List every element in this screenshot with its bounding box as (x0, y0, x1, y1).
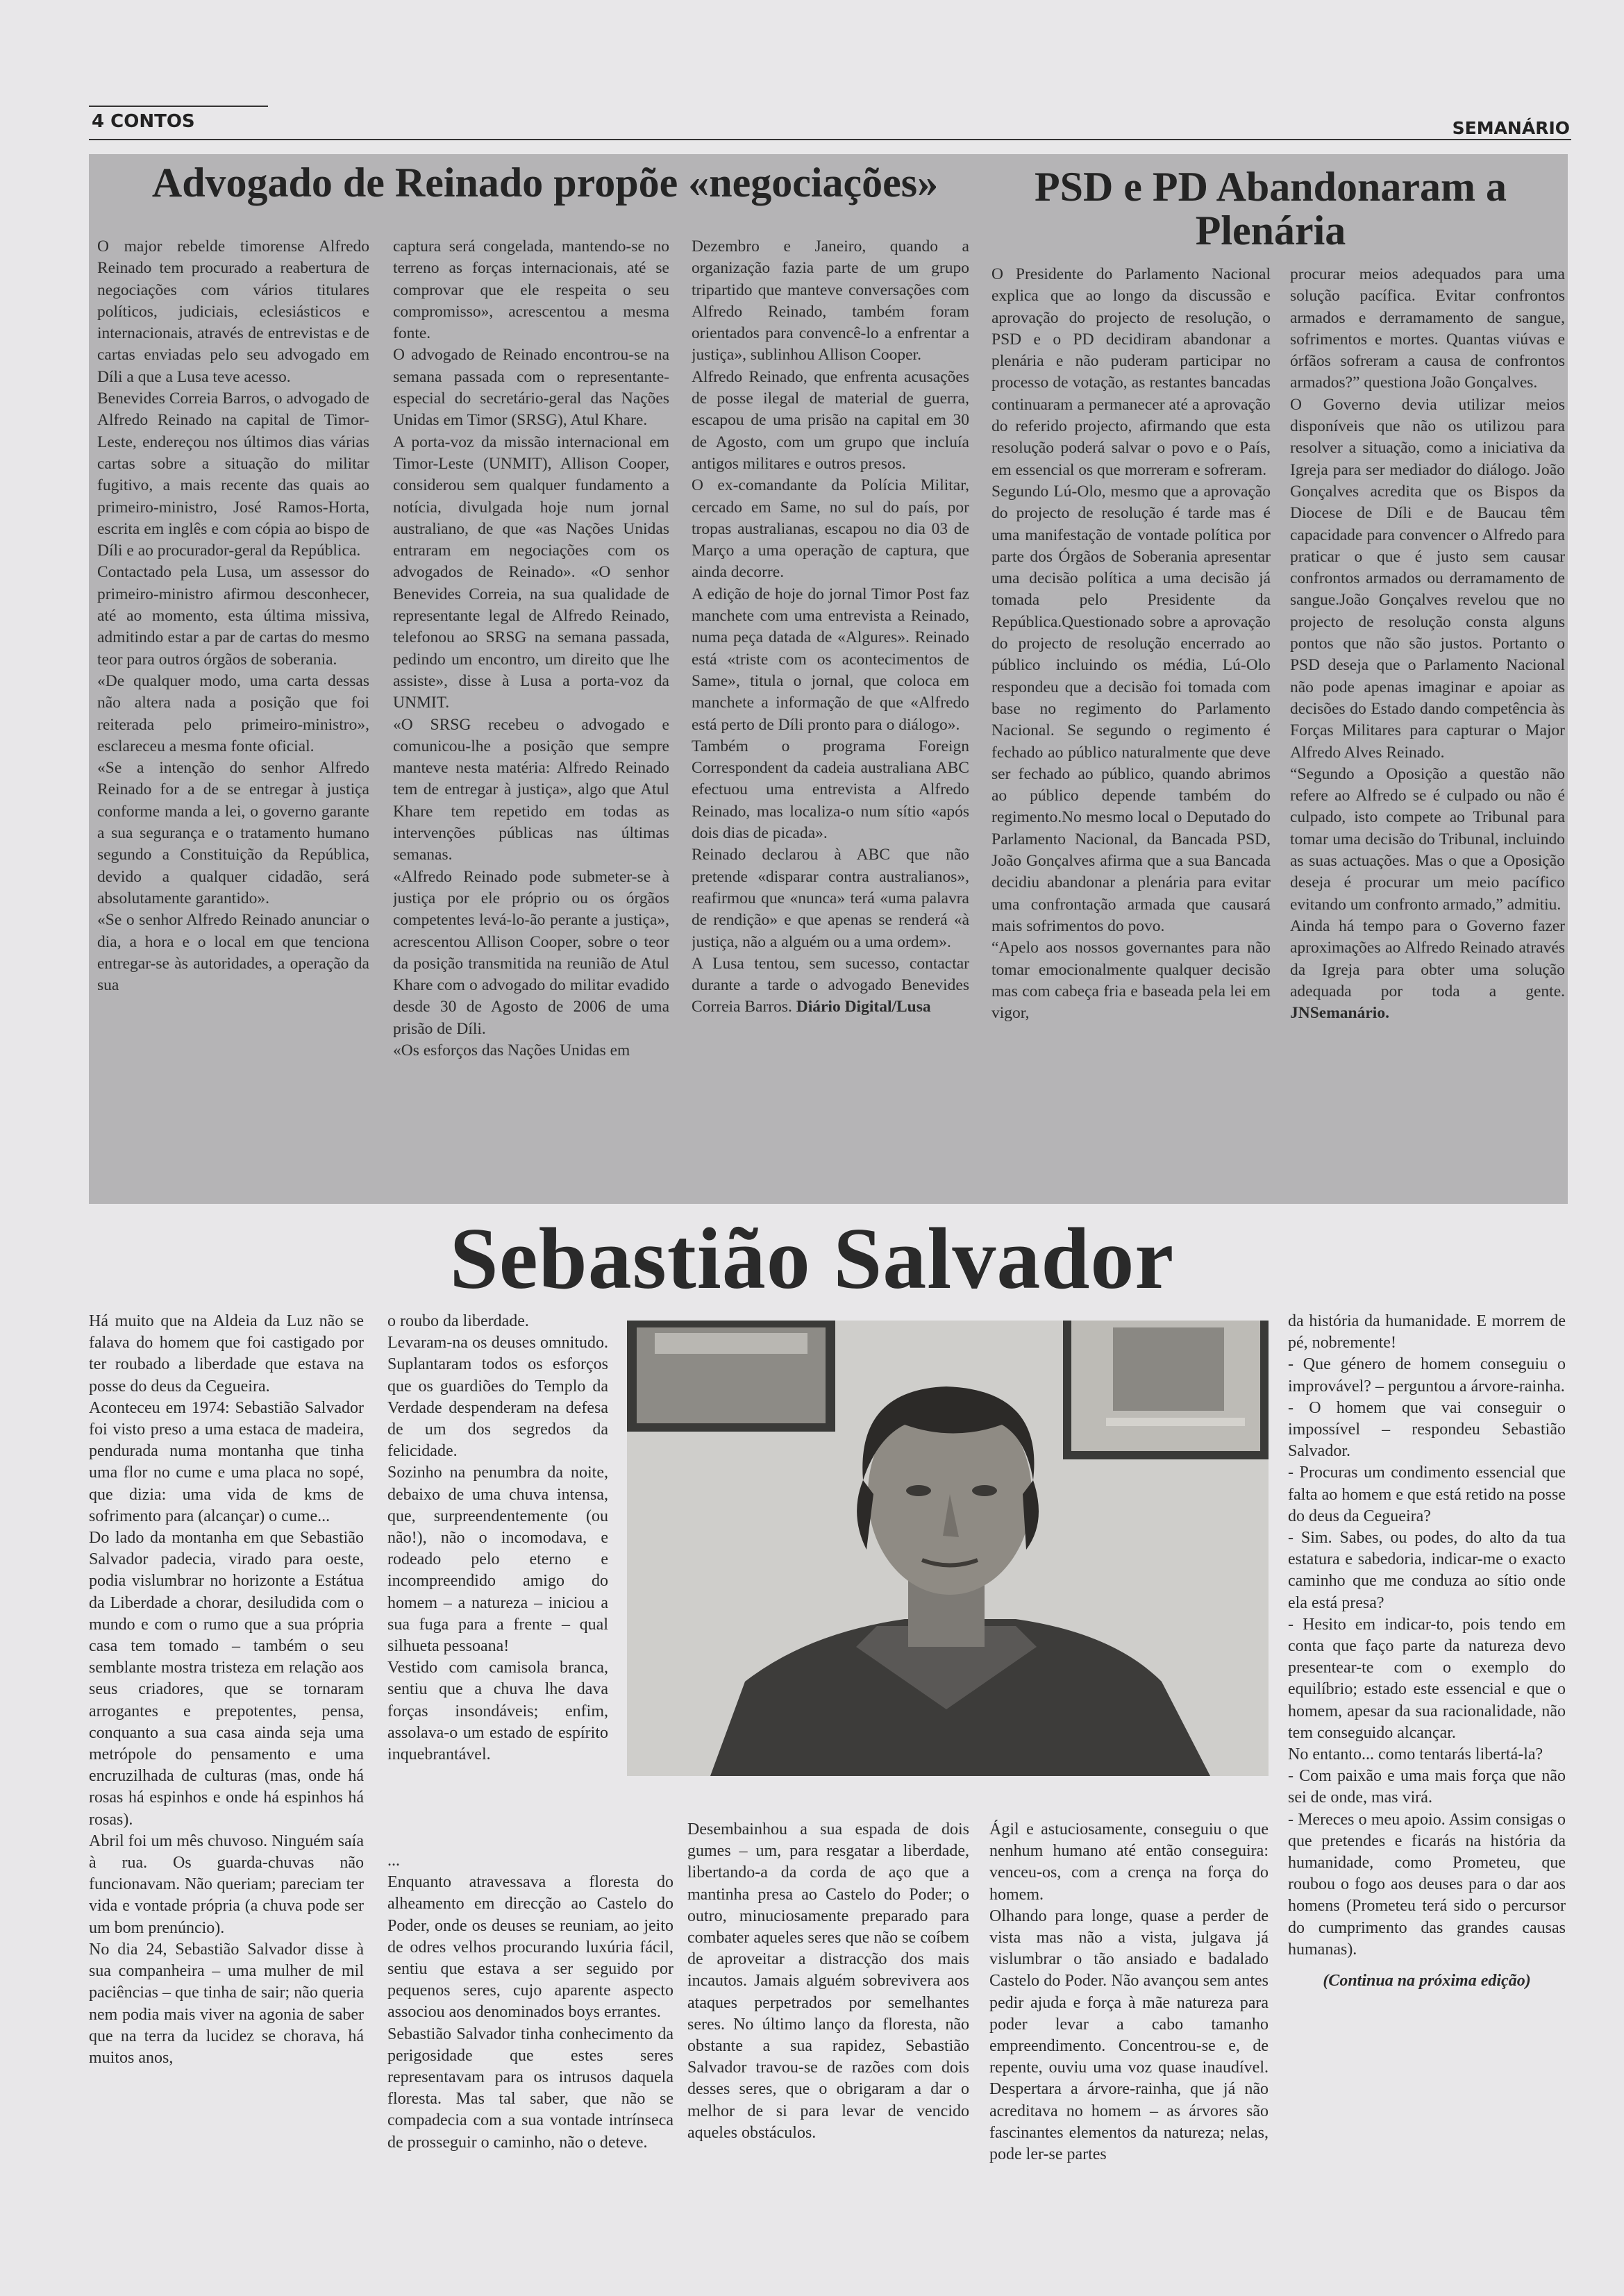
paragraph: A edição de hoje do jornal Timor Post faz manchete com uma entrevista a Reinado, numa peça datada de «Algures». Reinado está «triste com os acontecimentos de Same», titula o jornal, que coloca em manchete a informação de que «Alfredo está perto de Díli pronto para o diálogo». (692, 585, 969, 734)
paragraph: No entanto... como tentarás libertá-la? (1288, 1745, 1543, 1764)
story1-column-1 (97, 236, 369, 1194)
paragraph: da história da humanidade. E morrem de pé, nobremente! (1288, 1312, 1566, 1352)
paragraph: A porta-voz da missão internacional em Timor-Leste (UNMIT), Allison Cooper, considerou sem qualquer fundamento a notícia, divulgada hoje num jornal australiano, de que «as Nações Unidas entraram em negociações com os advogados de Reinado». «O senhor Benevides Correia, na sua qualidade de representante legal de Alfredo Reinado, telefonou ao SRSG na semana passada, pedindo um encontro, um direito que lhe assiste», disse à Lusa a porta-voz da UNMIT. (393, 433, 669, 712)
paragraph: Sebastião Salvador tinha conhecimento da perigosidade que estes seres representavam para os intrusos daquela floresta. Mas tal saber, que não se compadecia com a sua vontade intrínseca de prosseguir o caminho, não o deteve. (387, 2025, 673, 2152)
paragraph: - Mereces o meu apoio. Assim consigas o que pretendes e ficarás na história da humanidade, como Prometeu, que roubou o fogo aos deuses para o dar aos homens (Prometeu terá sido o percursor do cumprimento das grandes causas humanas). (1288, 1810, 1566, 1959)
paragraph-text: A Lusa tentou, sem sucesso, contactar durante a tarde o advogado Benevides Correia Barros. (692, 954, 969, 1016)
paragraph: «Os esforços das Nações Unidas em (393, 1041, 630, 1059)
paragraph: captura será congelada, mantendo-se no terreno as forças internacionais, até se comprovar que ele respeita o seu compromisso», acrescentou a mesma fonte. (393, 237, 669, 343)
paragraph: «Se o senhor Alfredo Reinado anunciar o dia, a hora e o local em que tenciona entregar-se às autoridades, a operação da sua (97, 911, 369, 995)
paragraph: Olhando para longe, quase a perder de vista mas não a vista, julgava já vislumbrar o tão ansiado e badalado Castelo do Poder. Não avançou sem antes pedir ajuda e força à mãe natureza para poder levar a cabo tamanho empreendimento. Concentrou-se e, de repente, ouviu uma voz quase inaudível. Despertara a árvore-rainha, que já não acreditava no homem – as árvores são fascinantes elementos da natureza; nelas, pode ler-se partes (989, 1907, 1269, 2164)
paragraph-text: Ainda há tempo para o Governo fazer aproximações ao Alfredo Reinado através da Igreja para obter uma solução adequada por toda a gente. (1290, 916, 1565, 1000)
story3-column-2 (387, 1311, 608, 1845)
paragraph: “Segundo a Oposição a questão não refere ao Alfredo se é culpado ou não é culpado, isto compete ao Tribunal para tomar uma decisão do Tribunal, incluindo as suas actuações. Mas o que a Oposição deseja é procurar um meio pacífico evitando um confronto armado,” admitiu. (1290, 764, 1565, 914)
continuation-note: (Continua na próxima edição) (1323, 1972, 1531, 1991)
paragraph: “Apelo aos nossos governantes para não tomar emocionalmente qualquer decisão mas com cabeça fria e baseada pela lei em vigor, (991, 939, 1271, 1023)
headline-psd-pd: PSD e PD Abandonaram a Plenária (1034, 164, 1507, 253)
portrait-photo (627, 1321, 1269, 1776)
paragraph: o roubo da liberdade. (387, 1312, 529, 1330)
paragraph: O major rebelde timorense Alfredo Reinado tem procurado a reabertura de negociações com vários titulares políticos, judiciais, eclesiásticos e internacionais, através de entrevistas e de cartas enviadas pelo seu advogado em Díli a que a Lusa teve acesso. (97, 237, 369, 386)
paragraph: Sozinho na penumbra da noite, debaixo de uma chuva intensa, que, surpreendentemente (ou não!), não o incomodava, e rodeado pelo eterno e incompreendido amigo do homem – a natureza – iniciou a sua fuga para a frente – qual silhueta pessoana! (387, 1464, 608, 1656)
paragraph: ... (387, 1852, 400, 1870)
story2-column-1 (991, 264, 1271, 1222)
paragraph: Vestido com camisola branca, sentiu que a chuva lhe dava forças insondáveis; enfim, assolava-o um estado de espírito inquebrantável. (387, 1659, 608, 1764)
story3-column-5 (1288, 1311, 1566, 2220)
paragraph: Ágil e astuciosamente, conseguiu o que nenhum humano até então conseguira: venceu-os, com a crença na força do homem. (989, 1820, 1269, 1904)
header-rule-short (89, 106, 268, 107)
story3-column-4 (989, 1819, 1269, 2222)
paragraph: Também o programa Foreign Correspondent da cadeia australiana ABC efectuou uma entrevista a Alfredo Reinado, mas localiza-o num sítio «após dois dias de picada». (692, 737, 969, 843)
paragraph: Contactado pela Lusa, um assessor do primeiro-ministro afirmou desconhecer, até ao momento, esta última missiva, admitindo estar a par de cartas do mesmo teor para outros órgãos de soberania. (97, 563, 369, 669)
paragraph: No dia 24, Sebastião Salvador disse à sua companheira – uma mulher de mil paciências – que tinha de sair; não queria nem podia mais viver na agonia de saber que na terra da lucidez se chorava, há muitos anos, (89, 1940, 364, 2067)
paragraph (692, 953, 969, 1019)
paragraph: «De qualquer modo, uma carta dessas não altera nada a posição que foi reiterada pelo primeiro-ministro», esclareceu a mesma fonte oficial. (97, 671, 369, 755)
paragraph (1290, 916, 1565, 1024)
story-title: Sebastião Salvador (449, 1211, 1175, 1307)
paragraph: - Sim. Sabes, ou podes, do alto da tua estatura e sabedoria, indicar-me o exacto caminho que me conduza ao sítio onde ela está presa? (1288, 1529, 1566, 1612)
paragraph: «O SRSG recebeu o advogado e comunicou-lhe a posição que sempre manteve nesta matéria: Alfredo Reinado tem de entregar à justiça», algo que Atul Khare tem repetido em todas as intervenções públicas nas últimas semanas. (393, 715, 669, 864)
paragraph: O Presidente do Parlamento Nacional explica que ao longo da discussão e aprovação do projecto de resolução, o PSD e o PD decidiram abandonar a plenária e não puderam participar no processo de votação, as restantes bancadas continuaram a permanecer até a aprovação do referido projecto, afirmando que esta resolução poderá salvar o povo e o País, em essencial os que morreram e sofreram. (991, 265, 1271, 479)
paragraph: «Alfredo Reinado pode submeter-se à justiça por ele próprio ou os órgãos competentes levá-lo-ão perante a justiça», acrescentou Allison Cooper, sobre o teor da posição transmitida na reunião de Atul Khare com o advogado do militar evadido desde 30 de Agosto de 2006 de uma prisão de Díli. (393, 867, 669, 1038)
paragraph: Reinado declarou à ABC que não pretende «disparar contra australianos», reafirmou que «nunca» terá «uma palavra de rendição» e que apenas se renderá «à justiça, não a alguém ou a uma ordem». (692, 846, 969, 951)
paragraph: Desembainhou a sua espada de dois gumes – um, para resgatar a liberdade, libertando-a da corda de aço que a mantinha presa ao Castelo do Poder; o outro, minuciosamente preparado para combater aqueles seres que não se coíbem de aproveitar a distracção dos mais incautos. Jamais alguém sobrevivera aos ataques perpetrados por semelhantes seres. No último lanço da floresta, não obstante a sua rapidez, Sebastião Salvador travou-se de razões com dois desses seres, que o obrigaram a dar o melhor de si para levar de vencido aqueles obstáculos. (687, 1820, 969, 2142)
story3-column-2-continued (387, 1850, 673, 2218)
paragraph: Alfredo Reinado, que enfrenta acusações de posse ilegal de material de guerra, escapou de uma prisão na capital em 30 de Agosto, com um grupo que incluía antigos militares e outros presos. (692, 367, 969, 473)
paragraph: - Que género de homem conseguiu o improvável? – perguntou a árvore-rainha. (1288, 1355, 1566, 1396)
paragraph: Benevides Correia Barros, o advogado de Alfredo Reinado na capital de Timor-Leste, endereçou nos últimos dias várias cartas sobre a situação do militar fugitivo, a mais recente das quais ao primeiro-ministro, José Ramos-Horta, escrita em inglês e com cópia ao bispo de Díli e ao procurador-geral da República. (97, 389, 369, 560)
paragraph: Segundo Lú-Olo, mesmo que a aprovação do projecto de resolução é tarde mas é uma manifestação de vontade política por parte dos Órgãos de Soberania apresentar uma decisão política a uma decisão já tomada pelo Presidente da República.Questionado sobre a aprovação do projecto de resolução encerrado ao público incluindo os média, Lú-Olo respondeu que a decisão foi tomada com base no regimento do Parlamento Nacional. Se segundo o regimento é fechado ao público naturalmente que deve ser fechado ao público, quando abrimos ao público depende também do regimento.No mesmo local o Deputado do Parlamento Nacional, da Bancada PSD, João Gonçalves afirma que a sua Bancada decidiu abandonar a plenária para evitar uma confrontação armada que causará mais sofrimentos do povo. (991, 482, 1271, 935)
paragraph: Do lado da montanha em que Sebastião Salvador padecia, virado para oeste, podia vislumbrar no horizonte a Estátua da Liberdade a chorar, desiludida com o mundo e com o rumo que a sua própria casa tem tomado – também o seu semblante mostra tristeza em relação aos seus criadores, que se tornaram arrogantes e prepotentes, pensa, conquanto a sua casa ainda seja uma metrópole do pensamento e uma encruzilhada de culturas (mas, onde há rosas há espinhos e onde há espinhos há rosas). (89, 1529, 364, 1829)
paragraph: - Procuras um condimento essencial que falta ao homem e que está retido na posse do deus da Cegueira? (1288, 1464, 1566, 1525)
paragraph: Há muito que na Aldeia da Luz não se falava do homem que foi castigado por ter roubado a liberdade que estava na posse do deus da Cegueira. (89, 1312, 364, 1396)
paragraph: - O homem que vai conseguir o impossível – respondeu Sebastião Salvador. (1288, 1398, 1566, 1461)
story1-column-2 (393, 236, 669, 1194)
paragraph: Aconteceu em 1974: Sebastião Salvador foi visto preso a uma estaca de madeira, pendurada numa montanha que tinha uma flor no cume e uma placa no sopé, que dizia: uma vida de kms de sofrimento para (alcançar) o cume... (89, 1398, 364, 1525)
byline: Diário Digital/Lusa (796, 998, 931, 1016)
paragraph: - Com paixão e uma mais força que não sei de onde, mas virá. (1288, 1767, 1566, 1807)
section-label: 4 CONTOS (92, 111, 195, 132)
paragraph: «Se a intenção do senhor Alfredo Reinado for a de se entregar à justiça conforme manda a lei, o governo garante a sua segurança e o tratamento humano segundo a Constituição da República, devido a qualquer cidadão, será absolutamente garantido». (97, 759, 369, 907)
story3-column-3 (687, 1819, 969, 2222)
paragraph: O ex-comandante da Polícia Militar, cercado em Same, no sul do país, por tropas australianas, escapou no dia 03 de Março a uma operação de captura, que ainda decorre. (692, 476, 969, 582)
paragraph: - Hesito em indicar-to, pois tendo em conta que faço parte da natureza devo presentear-te com o exemplo do equilíbrio; estado este essencial e que o homem, apesar da sua racionalidade, não tem conseguido alcançar. (1288, 1615, 1566, 1742)
paragraph: procurar meios adequados para uma solução pacífica. Evitar confrontos armados e derramamento de sangue, sofrimentos e mortes. Quantas viúvas e órfãos sofreram a causa de confrontos armados?” questiona João Gonçalves. (1290, 265, 1565, 392)
newspaper-name: SEMANÁRIO (1452, 118, 1570, 138)
story3-column-1 (89, 1311, 364, 2220)
header-rule (89, 139, 1571, 140)
story1-column-3 (692, 236, 969, 1194)
paragraph: Dezembro e Janeiro, quando a organização fazia parte de um grupo tripartido que manteve conversações com Alfredo Reinado, também foram orientados para convencê-lo a enfrentar a justiça», sublinhou Allison Cooper. (692, 237, 969, 364)
portrait-photo-image (627, 1321, 1269, 1776)
paragraph: Levaram-na os deuses omnitudo. Suplantaram todos os esforços que os guardiões do Templo da Verdade despenderam na defesa de um dos segredos da felicidade. (387, 1334, 608, 1461)
paragraph: Enquanto atravessava a floresta do alheamento em direcção ao Castelo do Poder, onde os deuses se reuniam, ao jeito de odres velhos procurando luxúria fácil, sentiu que estava a ser seguido por pequenos seres, cujo aparente aspecto associou aos denominados boys errantes. (387, 1873, 673, 2022)
byline: JNSemanário. (1290, 1004, 1389, 1023)
paragraph: O Governo devia utilizar meios disponíveis que não os utilizou para resolver a situação, como a iniciativa da Igreja para ser mediador do diálogo. João Gonçalves acredita que os Bispos da Diocese de Díli e de Baucau têm capacidade para convencer o Alfredo para praticar o que é justo sem causar confrontos armados ou derramamento de sangue.João Gonçalves revelou que no projecto de resolução consta alguns pontos que não são justos. Portanto o PSD deseja que o Parlamento Nacional não pode apenas imaginar e apoiar as decisões do Estado dando competência às Forças Militares para capturar o Major Alfredo Alves Reinado. (1290, 395, 1565, 762)
paragraph: O advogado de Reinado encontrou-se na semana passada com o representante-especial do secretário-geral das Nações Unidas em Timor (SRSG), Atul Khare. (393, 346, 669, 430)
headline-advogado: Advogado de Reinado propõe «negociações» (151, 160, 939, 206)
paragraph: Abril foi um mês chuvoso. Ninguém saía à rua. Os guarda-chuvas não funcionavam. Não queriam; pareciam ter vida e vontade própria (a chuva pode ser um bom prenúncio). (89, 1832, 364, 1937)
story2-column-2 (1290, 264, 1565, 1222)
